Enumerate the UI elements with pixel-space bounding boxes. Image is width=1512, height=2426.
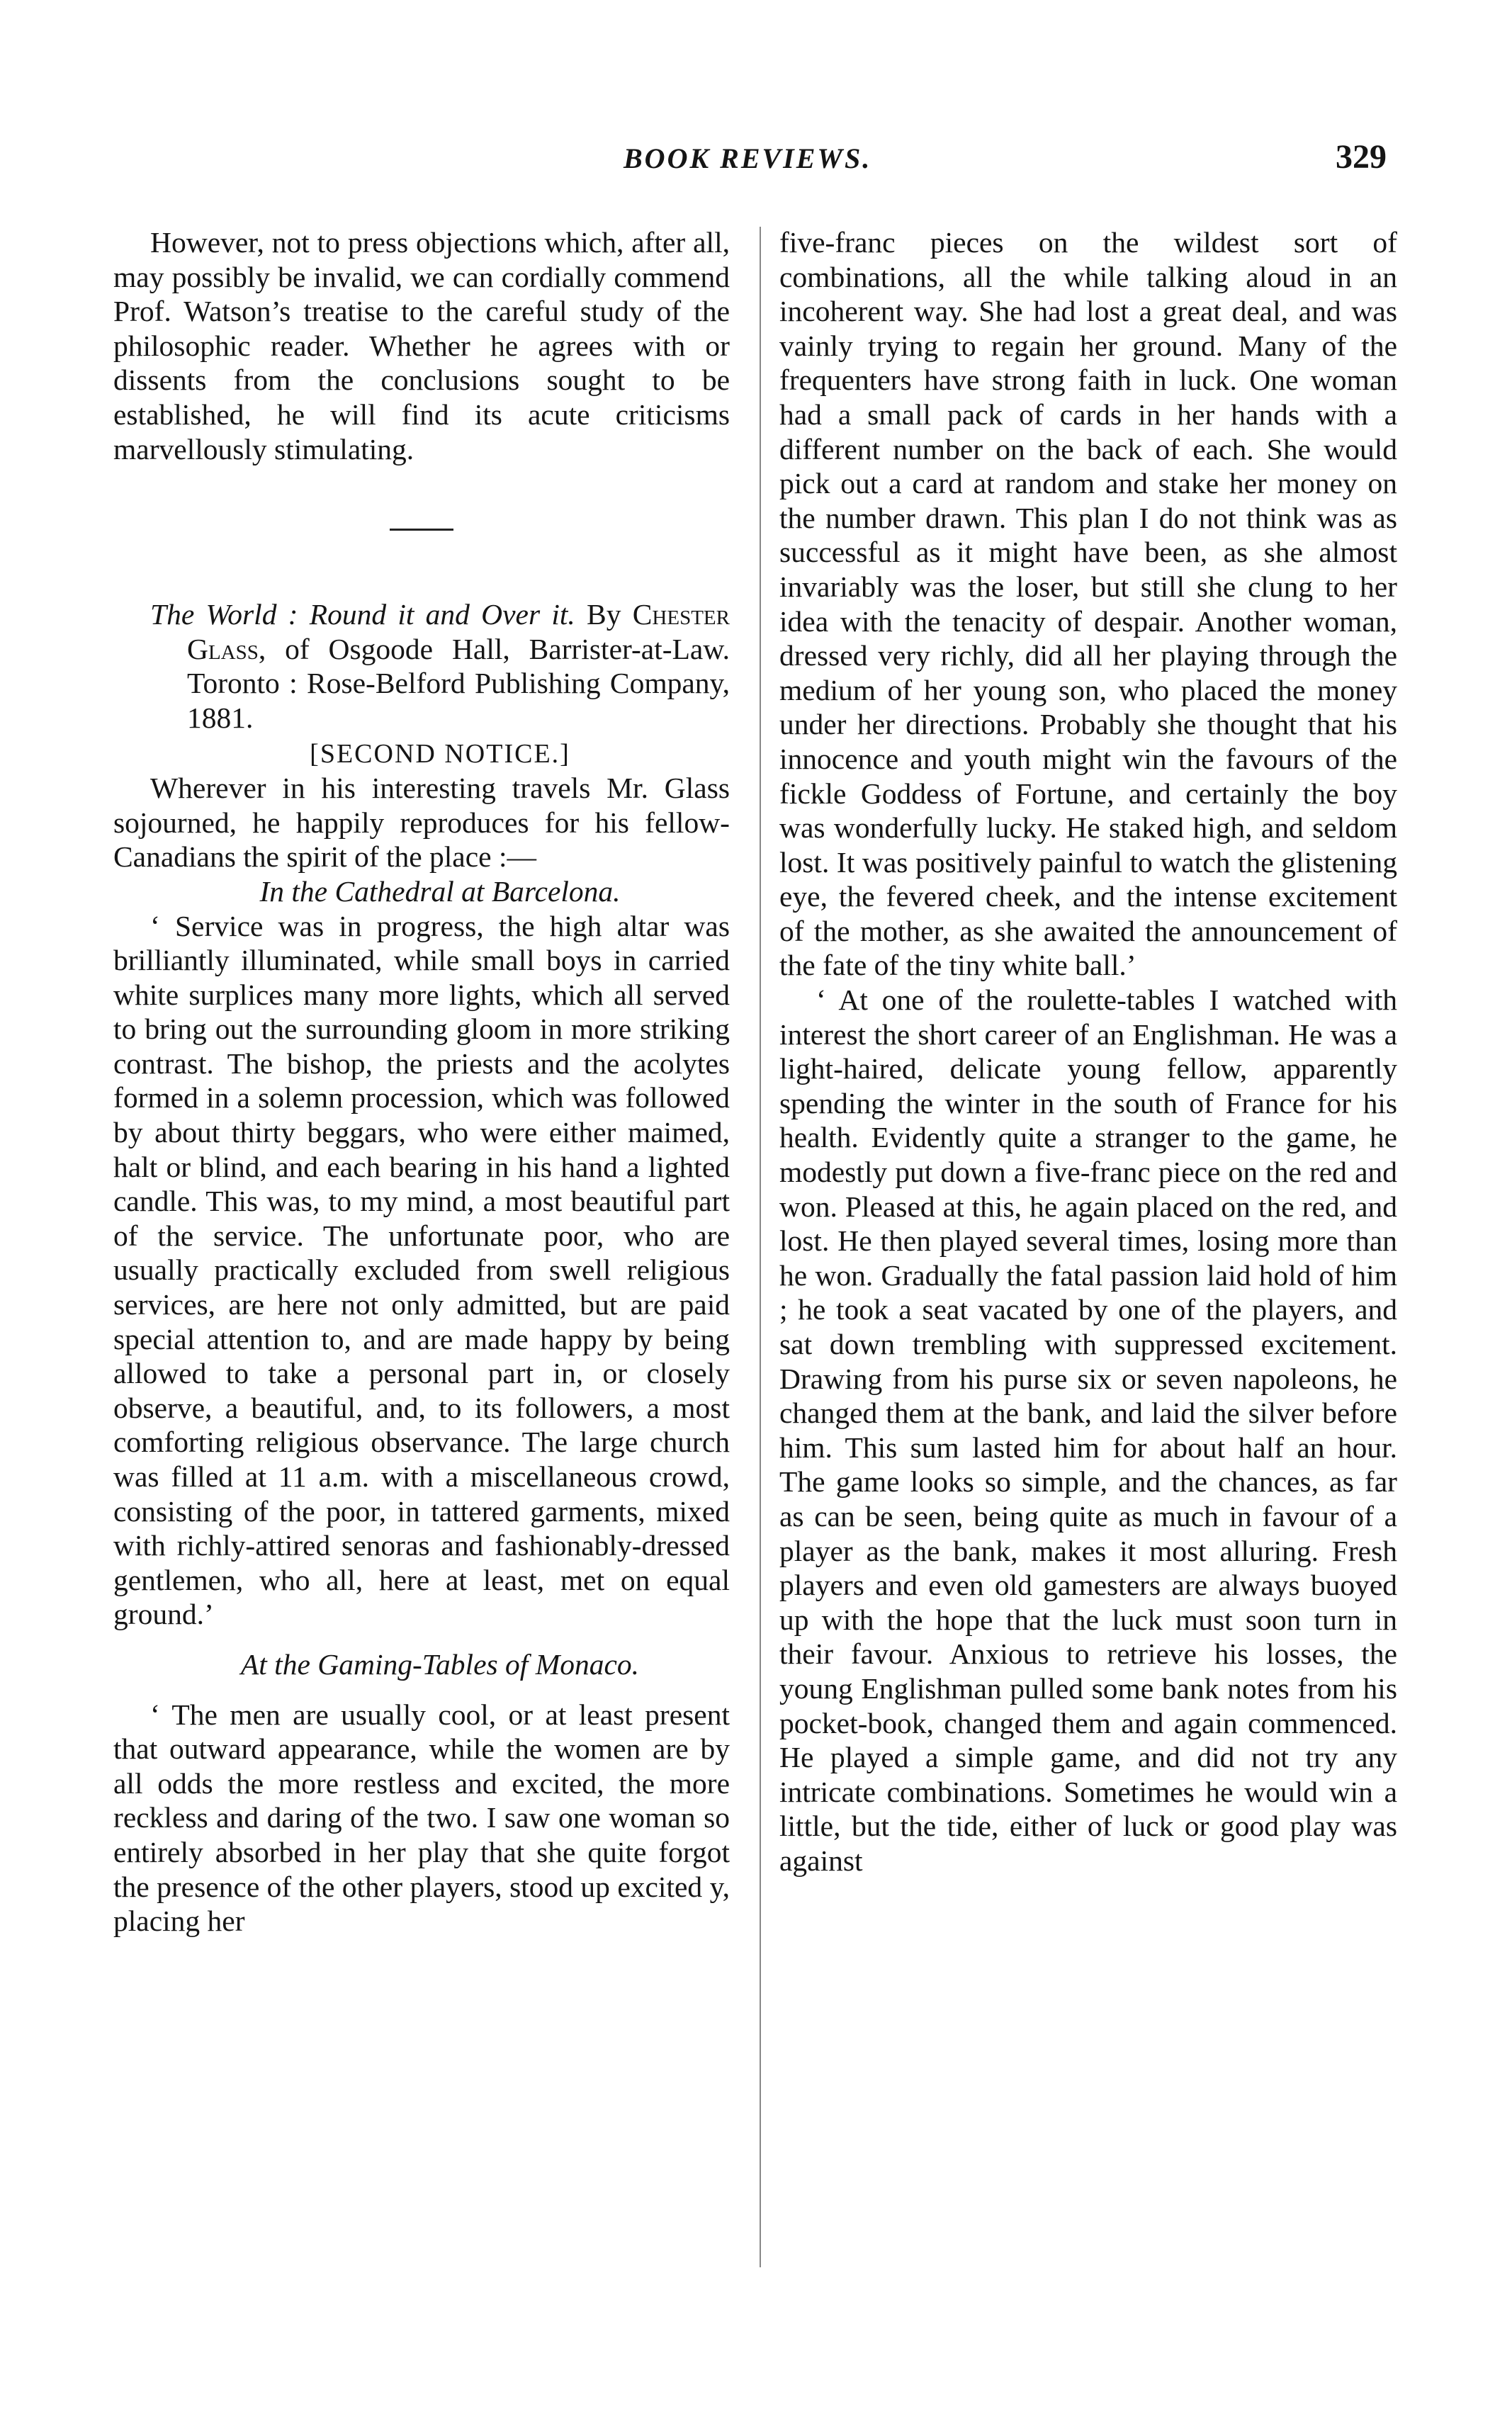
running-head [0,138,1512,184]
paragraph-englishman: ‘ At one of the roulette-tables I watched with interest the short career of an Englishman. He was a light-haired, delicate young fellow, apparently spending the winter in the south of France for his health. Evidently quite a stranger to the game, he modestly put down a five-franc piece on the red and won. Pleased at this, he again placed on the red, and lost. He then played several times, losing more than he won. Gradually the fatal passion laid hold of him ; he took a seat vacated by one of the players, and sat down trembling with suppressed excitement. Drawing from his purse six or seven napoleons, he changed them at the bank, and laid the silver before him. This sum lasted him for about half an hour. The game looks so simple, and the chances, as far as can be seen, being quite as much in favour of a player as the bank, makes it most alluring. Fresh players and even old gamesters are always buoyed up with the hope that the luck must soon turn in their favour. Anxious to retrieve his losses, the young Englishman pulled some bank notes from his pocket-book, changed them and again commenced. He played a simple game, and did not try any intricate combinations. Sometimes he would win a little, but the tide, either of luck or good play was against [779,983,1397,1877]
paragraph-monaco: ‘ The men are usually cool, or at least present that outward appearance, while the women are by all odds the more restless and excited, the more reckless and daring of the two. I saw one woman so entirely absorbed in her play that she quite forgot the presence of the other players, stood up excited y, placing her [113,1698,730,1938]
paragraph-intro: Wherever in his interesting travels Mr. Glass sojourned, he happily reproduces for his fellow-Canadians the spirit of the place :— [113,772,730,874]
page-number: 329 [1336,138,1387,176]
citation-by: By [575,598,633,631]
paragraph-conclusion: However, not to press objections which, after all, may possibly be invalid, we can cordially commend Prof. Watson’s treatise to the careful study of the philosophic reader. Whether he agrees with or dissents from the conclusions sought to be established, he will find its acute criticisms marvellously stimulating. [113,226,730,466]
citation-details: , of Osgoode Hall, Barrister-at-Law. Toronto : Rose-Belford Publishing Company, 1881. [187,632,730,734]
subheading-monaco: At the Gaming-Tables of Monaco. [240,1647,640,1681]
citation-title: The World : Round it and Over it. [150,598,575,631]
right-column [779,225,1397,1878]
subheading-barcelona: In the Cathedral at Barcelona. [259,874,621,908]
paragraph-monaco-continued: five-franc pieces on the wildest sort of combinations, all the while talking aloud in an incoherent way. She had lost a great deal, and was vainly trying to regain her ground. Many of the frequenters have strong faith in luck. One woman had a small pack of cards in her hands with a different number on the back of each. She would pick out a card at random and stake her money on the number drawn. This plan I do not think was as successful as it might have been, as she almost invariably was the loser, but still she clung to her idea with the tenacity of despair. Another woman, dressed very richly, did all her playing through the medium of her young son, who placed the money under her directions. Probably she thought that his innocence and youth might win the favours of the fickle Goddess of Fortune, and certainly the boy was wonderfully lucky. He staked high, and seldom lost. It was positively painful to watch the glistening eye, the fevered cheek, and the intense excitement of the mother, as she awaited the announcement of the fate of the tiny white ball.’ [779,226,1397,982]
section-divider [390,529,453,531]
citation-author: Chester Glass [187,598,730,665]
notice-label [113,735,730,772]
notice-text: [SECOND NOTICE.] [310,738,570,769]
book-citation [150,597,730,735]
column-divider [760,227,761,2267]
left-column [113,225,730,1939]
paragraph-barcelona: ‘ Service was in progress, the high altar was brilliantly illuminated, while small boys in carried white surplices many more lights, which all served to bring out the surrounding gloom in more striking contrast. The bishop, the priests and the acolytes formed in a solemn procession, which was followed by about thirty beggars, who were either maimed, halt or blind, and each bearing in his hand a lighted candle. This was, to my mind, a most beautiful part of the service. The unfortunate poor, who are usually practically excluded from swell religious services, are here not only admitted, but are paid special attention to, and are made happy by being allowed to take a personal part in, or closely observe, a beautiful, and, to its followers, a most comforting religious observance. The large church was filled at 11 a.m. with a miscellaneous crowd, consisting of the poor, in tattered garments, mixed with richly-attired senoras and fashionably-dressed gentlemen, who all, here at least, met on equal ground.’ [113,909,730,1631]
running-title: BOOK REVIEWS. [624,142,872,174]
